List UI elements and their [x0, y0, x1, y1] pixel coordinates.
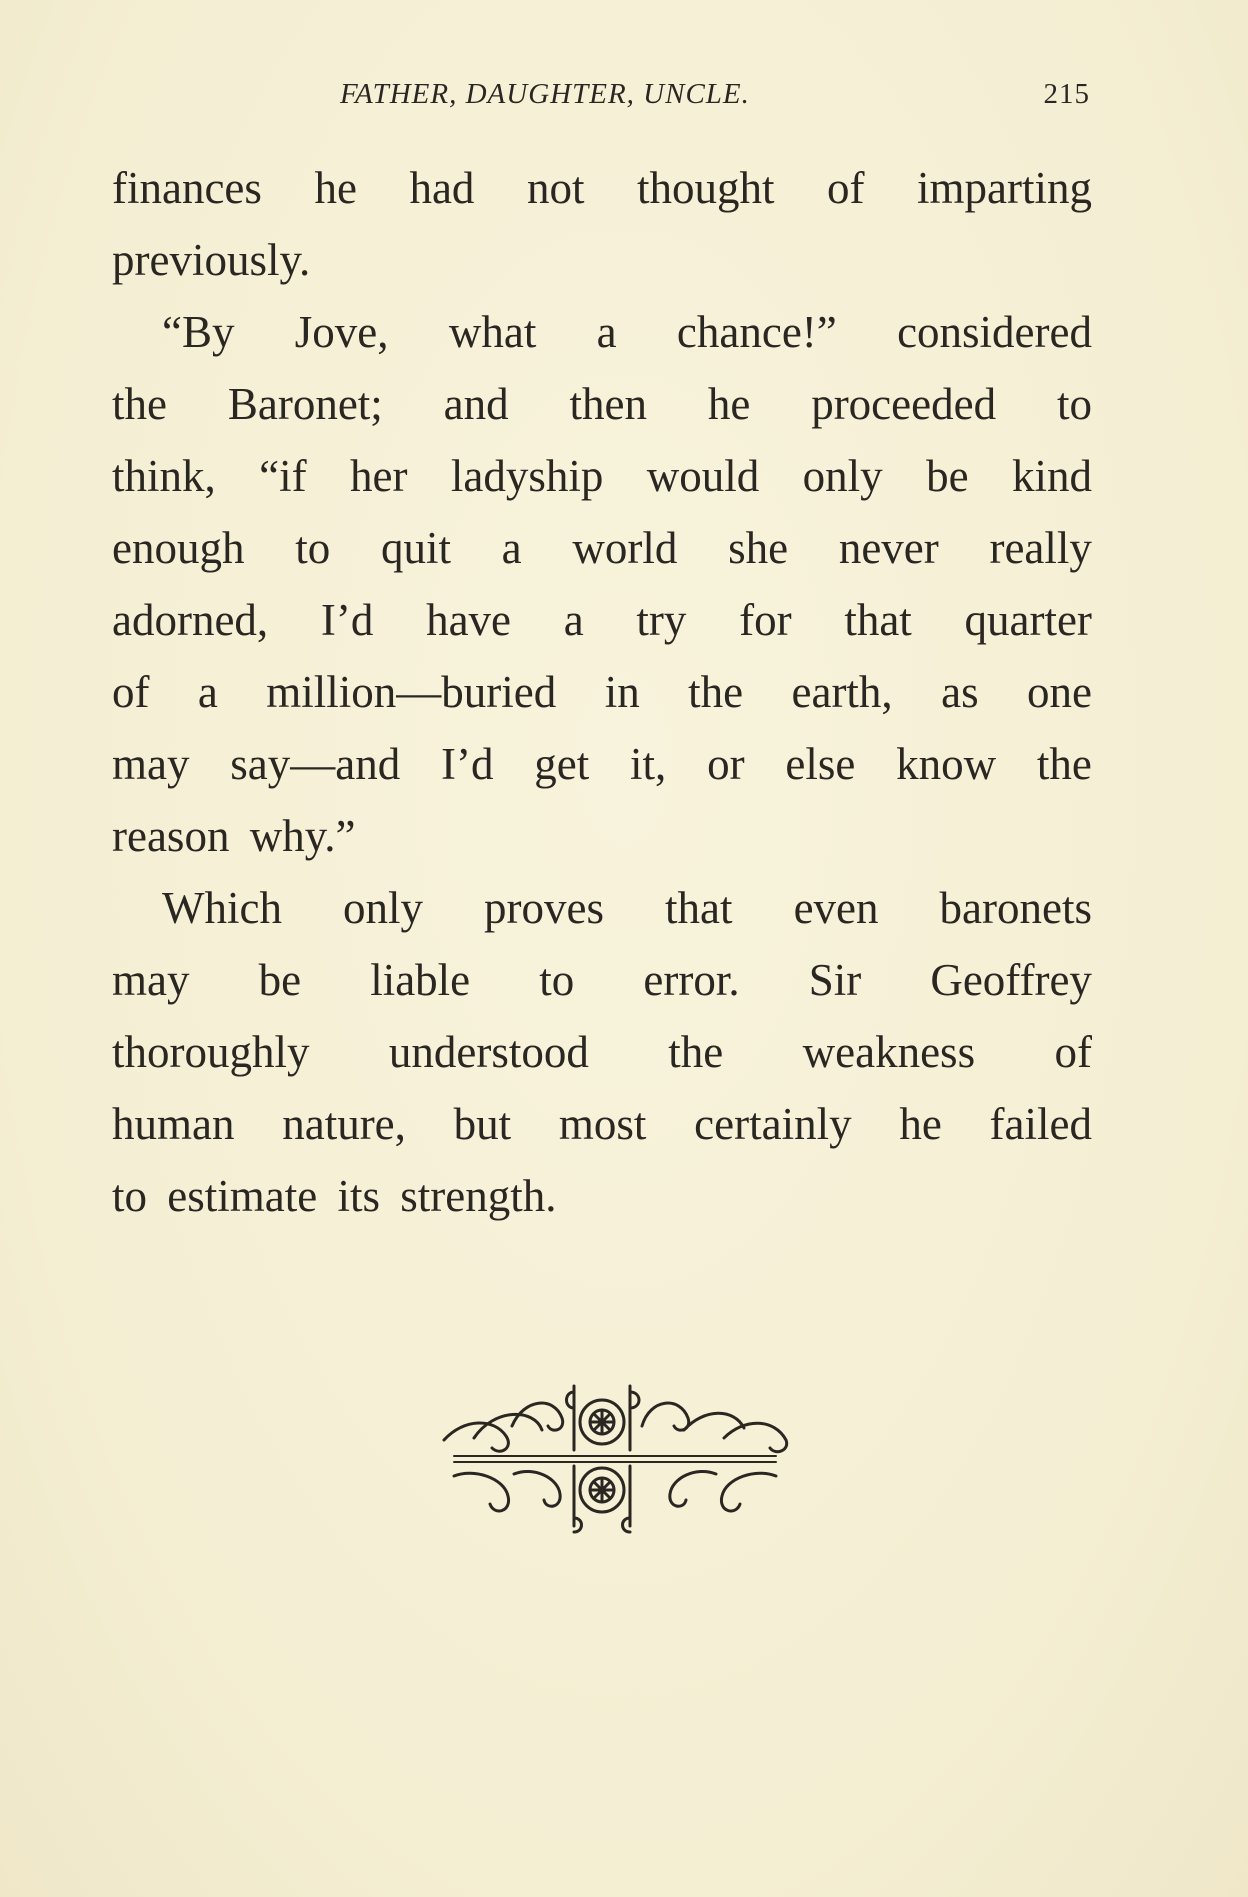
word: enough: [112, 523, 245, 573]
word: “if: [259, 451, 307, 501]
word: kind: [1011, 451, 1092, 501]
word: proves: [484, 883, 605, 933]
word: never: [838, 523, 939, 573]
word: of: [112, 667, 150, 717]
text-line: [112, 512, 1092, 584]
word: and: [443, 379, 509, 429]
word: most: [558, 1099, 647, 1149]
word: try: [636, 595, 687, 645]
text-line: [112, 800, 1092, 872]
word: else: [785, 739, 856, 789]
word: Baronet;: [227, 379, 383, 429]
word: of: [827, 163, 865, 213]
word: I’d: [320, 595, 374, 645]
word: a: [563, 595, 584, 645]
word: liable: [370, 955, 471, 1005]
word: understood: [388, 1027, 589, 1077]
word: strength.: [400, 1171, 557, 1221]
text-line: [112, 656, 1092, 728]
word: certainly: [694, 1099, 852, 1149]
word: to: [1056, 379, 1092, 429]
word: really: [989, 523, 1092, 573]
text-line: [112, 872, 1092, 944]
word: failed: [989, 1099, 1092, 1149]
word: Jove,: [294, 307, 389, 357]
text-line: [112, 1160, 1092, 1232]
word: what: [448, 307, 537, 357]
text-line: [112, 440, 1092, 512]
tailpiece-ornament-icon: [434, 1378, 796, 1536]
word: the: [668, 1027, 724, 1077]
word: her: [350, 451, 408, 501]
word: weakness: [802, 1027, 976, 1077]
word: error.: [643, 955, 740, 1005]
word: think,: [112, 451, 216, 501]
text-line: [112, 296, 1092, 368]
body-text: [112, 152, 1092, 1232]
word: be: [926, 451, 969, 501]
word: quarter: [964, 595, 1092, 645]
word: as: [941, 667, 979, 717]
word: earth,: [791, 667, 893, 717]
word: in: [604, 667, 640, 717]
word: that: [665, 883, 733, 933]
word: the: [112, 379, 167, 429]
word: would: [646, 451, 760, 501]
word: I’d: [441, 739, 494, 789]
word: reason: [112, 811, 230, 861]
word: thought: [636, 163, 775, 213]
word: to: [295, 523, 331, 573]
text-line: [112, 584, 1092, 656]
word: estimate: [167, 1171, 318, 1221]
word: may: [112, 955, 190, 1005]
word: have: [426, 595, 512, 645]
word: it,: [630, 739, 667, 789]
word: even: [793, 883, 879, 933]
word: or: [707, 739, 745, 789]
word: proceeded: [811, 379, 997, 429]
word: know: [896, 739, 997, 789]
word: world: [572, 523, 678, 573]
word: of: [1054, 1027, 1092, 1077]
word: get: [534, 739, 590, 789]
page-number: 215: [1043, 78, 1090, 110]
word: the: [1036, 739, 1092, 789]
word: not: [526, 163, 585, 213]
word: say—and: [230, 739, 401, 789]
word: considered: [897, 307, 1092, 357]
word: only: [342, 883, 423, 933]
word: imparting: [917, 163, 1092, 213]
word: the: [688, 667, 744, 717]
text-line: [112, 368, 1092, 440]
word: one: [1027, 667, 1092, 717]
word: may: [112, 739, 190, 789]
word: baronets: [939, 883, 1092, 933]
word: thoroughly: [112, 1027, 310, 1077]
word: only: [802, 451, 883, 501]
text-line: [112, 728, 1092, 800]
word: why.”: [249, 811, 356, 861]
word: a: [197, 667, 218, 717]
word: nature,: [282, 1099, 406, 1149]
text-line: [112, 224, 1092, 296]
word: to: [112, 1171, 148, 1221]
word: be: [258, 955, 302, 1005]
word: previously.: [112, 235, 311, 285]
running-title: FATHER, DAUGHTER, UNCLE.: [340, 78, 750, 110]
word: chance!”: [676, 307, 837, 357]
word: then: [569, 379, 647, 429]
word: had: [409, 163, 475, 213]
word: a: [596, 307, 617, 357]
word: to: [539, 955, 575, 1005]
word: Geoffrey: [930, 955, 1092, 1005]
text-line: [112, 1088, 1092, 1160]
word: he: [899, 1099, 942, 1149]
word: finances: [112, 163, 262, 213]
word: Sir: [808, 955, 862, 1005]
word: million—buried: [266, 667, 557, 717]
text-line: [112, 152, 1092, 224]
word: “By: [162, 307, 235, 357]
word: human: [112, 1099, 235, 1149]
word: adorned,: [112, 595, 269, 645]
word: Which: [162, 883, 282, 933]
word: she: [728, 523, 789, 573]
word: for: [739, 595, 792, 645]
word: he: [314, 163, 357, 213]
word: quit: [380, 523, 451, 573]
text-line: [112, 1016, 1092, 1088]
word: ladyship: [450, 451, 604, 501]
word: but: [453, 1099, 512, 1149]
word: he: [707, 379, 751, 429]
text-line: [112, 944, 1092, 1016]
running-head: [110, 78, 1090, 118]
word: a: [501, 523, 522, 573]
word: its: [337, 1171, 380, 1221]
word: that: [844, 595, 912, 645]
